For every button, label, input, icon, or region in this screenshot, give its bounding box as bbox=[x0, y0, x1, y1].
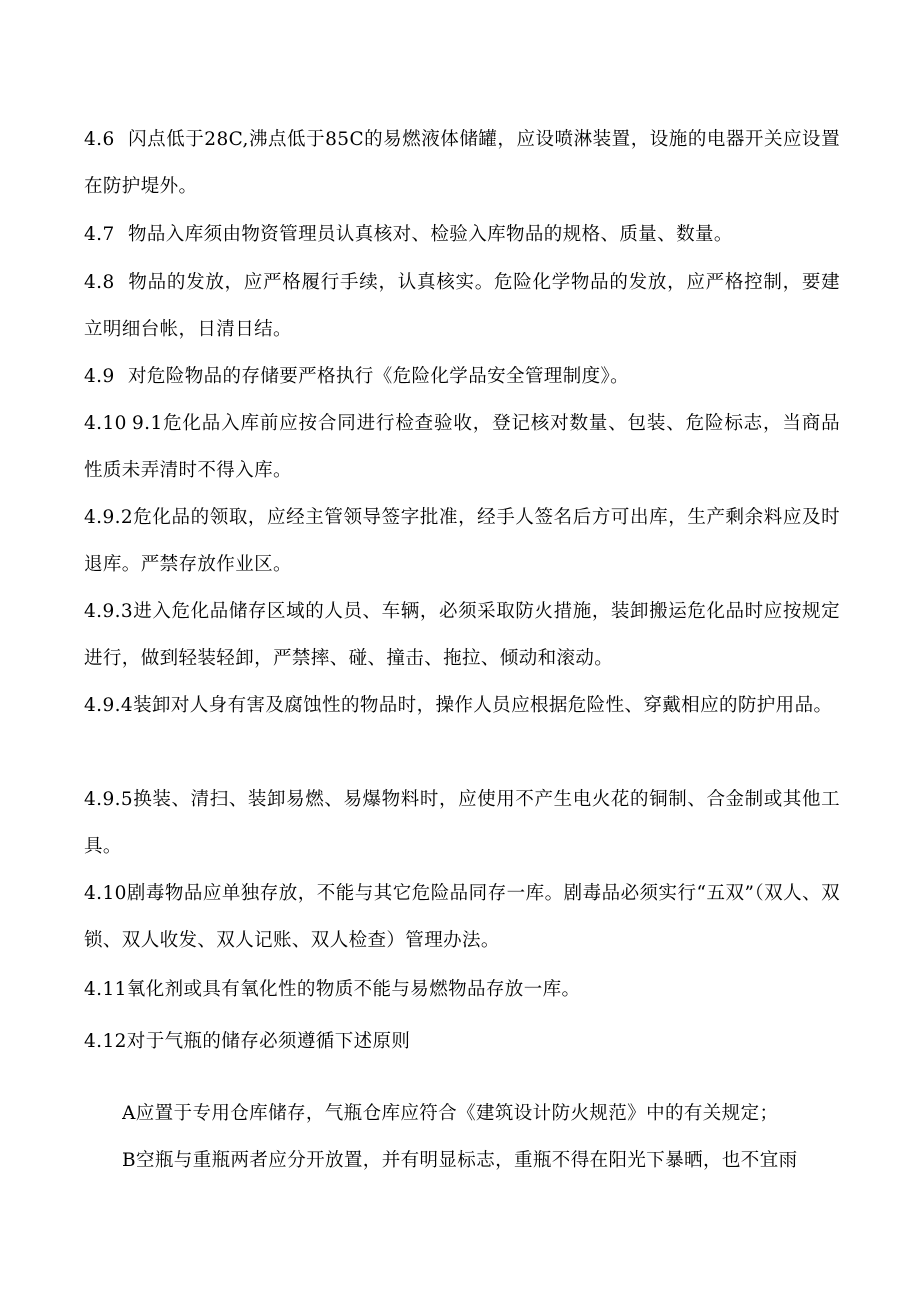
clause-text: 对于气瓶的储存必须遵循下述原则 bbox=[126, 1031, 411, 1052]
clause-4-12 bbox=[84, 1018, 840, 1065]
clause-number: 4.10 bbox=[84, 883, 127, 904]
clause-text: 剧毒物品应单独存放，不能与其它危险品同存一库。剧毒品必须实行“五双”（双人、双锁、双人收发、双人记账、双人检查）管理办法。 bbox=[84, 883, 840, 951]
sub-item-label: A bbox=[122, 1103, 136, 1124]
clause-4-7 bbox=[84, 211, 840, 258]
clause-number: 4.10 bbox=[84, 413, 127, 434]
sub-item-a bbox=[122, 1090, 844, 1137]
sub-item-b bbox=[122, 1137, 844, 1184]
clause-text: 物品的发放，应严格履行手续，认真核实。危险化学物品的发放，应严格控制，要建立明细台帐，日清日结。 bbox=[84, 272, 840, 340]
clause-4-11 bbox=[84, 966, 840, 1013]
clause-4-9 bbox=[84, 353, 840, 400]
clause-text: 换装、清扫、装卸易燃、易爆物料时，应使用不产生电火花的铜制、合金制或其他工具。 bbox=[84, 789, 840, 857]
clause-text: 对危险物品的存储要严格执行《危险化学品安全管理制度》。 bbox=[128, 366, 630, 387]
sub-item-text: 空瓶与重瓶两者应分开放置，并有明显标志，重瓶不得在阳光下暴晒，也不宜雨 bbox=[136, 1150, 798, 1171]
clause-number: 4.9.3 bbox=[84, 601, 134, 622]
clause-4-9-4 bbox=[84, 682, 840, 729]
clause-number: 4.12 bbox=[84, 1031, 127, 1052]
clause-text: 物品入库须由物资管理员认真核对、检验入库物品的规格、质量、数量。 bbox=[128, 224, 733, 245]
clause-number: 4.9.2 bbox=[84, 507, 134, 528]
clause-4-10-a bbox=[84, 400, 840, 494]
clause-number: 4.6 bbox=[84, 129, 115, 150]
clause-text: 9.1危化品入库前应按合同进行检查验收，登记核对数量、包装、危险标志，当商品性质未弄清时不得入库。 bbox=[84, 413, 840, 481]
clause-number: 4.11 bbox=[84, 979, 127, 1000]
clause-number: 4.9.4 bbox=[84, 695, 134, 716]
clause-4-6 bbox=[84, 116, 840, 210]
clause-4-9-3 bbox=[84, 588, 840, 682]
clause-text: 装卸对人身有害及腐蚀性的物品时，操作人员应根据危险性、穿戴相应的防护用品。 bbox=[133, 695, 833, 716]
clause-4-9-5 bbox=[84, 776, 840, 870]
clause-4-10-b bbox=[84, 870, 840, 964]
clause-number: 4.7 bbox=[84, 224, 115, 245]
sub-item-label: B bbox=[122, 1150, 136, 1171]
clause-number: 4.9.5 bbox=[84, 789, 134, 810]
sub-item-text: 应置于专用仓库储存，气瓶仓库应符合《建筑设计防火规范》中的有关规定； bbox=[135, 1103, 779, 1124]
clause-number: 4.9 bbox=[84, 366, 115, 387]
clause-text: 氧化剂或具有氧化性的物质不能与易燃物品存放一库。 bbox=[126, 979, 581, 1000]
clause-4-9-2 bbox=[84, 494, 840, 588]
clause-4-8 bbox=[84, 259, 840, 353]
clause-number: 4.8 bbox=[84, 272, 115, 293]
clause-text: 危化品的领取，应经主管领导签字批准，经手人签名后方可出库，生产剩余料应及时退库。严禁存放作业区。 bbox=[84, 507, 840, 575]
clause-text: 闪点低于28C,沸点低于85C的易燃液体储罐，应设喷淋装置，设施的电器开关应设置在防护堤外。 bbox=[84, 129, 840, 197]
clause-text: 进入危化品储存区域的人员、车辆，必须采取防火措施，装卸搬运危化品时应按规定进行，做到轻装轻卸，严禁摔、碰、撞击、拖拉、倾动和滚动。 bbox=[84, 601, 840, 669]
